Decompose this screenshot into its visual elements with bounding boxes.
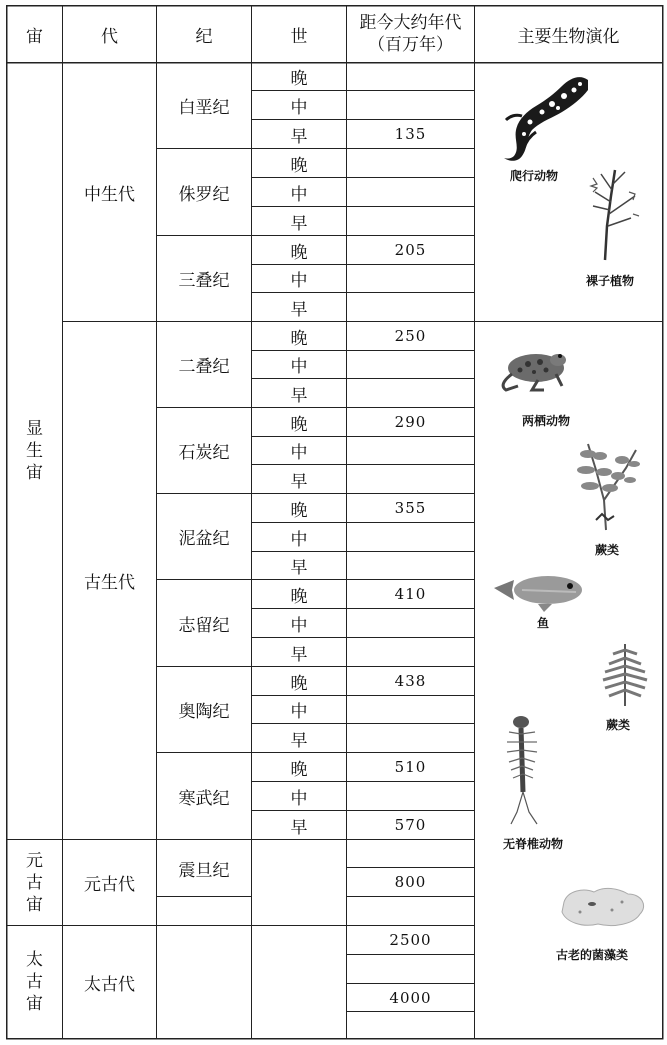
fish-icon bbox=[492, 570, 588, 612]
era-proterozoic: 元古代 bbox=[84, 875, 135, 895]
period-sinian: 震旦纪 bbox=[178, 860, 230, 881]
header-evolution: 主要生物演化 bbox=[517, 26, 620, 47]
algae-icon bbox=[558, 884, 648, 930]
eon-char: 宙 bbox=[26, 894, 43, 915]
epoch-late: 晚 bbox=[290, 242, 308, 263]
fern-icon bbox=[566, 440, 642, 532]
organism-invertebrates: 无脊椎动物 bbox=[503, 837, 564, 851]
age-value: 135 bbox=[394, 125, 427, 143]
epoch-late: 晚 bbox=[290, 69, 308, 89]
header-epoch: 世 bbox=[290, 26, 308, 47]
age-value: 510 bbox=[394, 758, 427, 776]
epoch-early: 早 bbox=[290, 558, 308, 578]
header-age-unit: （百万年） bbox=[368, 35, 453, 55]
header-period: 纪 bbox=[195, 26, 213, 47]
epoch-middle: 中 bbox=[290, 184, 308, 205]
age-value: 355 bbox=[394, 499, 427, 517]
epoch-middle: 中 bbox=[290, 615, 308, 636]
epoch-late: 晚 bbox=[290, 414, 308, 435]
epoch-early: 早 bbox=[290, 126, 308, 147]
era-archean: 太古代 bbox=[84, 974, 135, 995]
period-ordovician: 奥陶纪 bbox=[178, 702, 230, 722]
organism-amphibians: 两栖动物 bbox=[522, 414, 571, 428]
eon-char: 宙 bbox=[26, 463, 43, 483]
eon-char: 古 bbox=[26, 972, 43, 992]
header-age-label: 距今大约年代 bbox=[359, 13, 462, 33]
header-eon: 宙 bbox=[26, 26, 43, 47]
organism-ferns-2: 蕨类 bbox=[606, 718, 631, 732]
eon-char: 古 bbox=[26, 872, 43, 893]
epoch-early: 早 bbox=[290, 730, 308, 751]
period-jurassic: 侏罗纪 bbox=[178, 184, 230, 205]
epoch-early: 早 bbox=[290, 644, 308, 665]
epoch-early: 早 bbox=[290, 471, 308, 492]
epoch-middle: 中 bbox=[290, 97, 308, 118]
age-value: 570 bbox=[394, 816, 427, 834]
fern-icon bbox=[597, 640, 657, 708]
header-age bbox=[347, 6, 474, 62]
period-triassic: 三叠纪 bbox=[178, 271, 230, 291]
eon-proterozoic bbox=[7, 840, 62, 925]
epoch-late: 晚 bbox=[290, 759, 308, 780]
conifer-branch-icon bbox=[585, 166, 647, 262]
eon-char: 生 bbox=[26, 441, 43, 461]
eon-archean bbox=[7, 926, 62, 1038]
eon-char: 元 bbox=[26, 850, 43, 871]
period-permian: 二叠纪 bbox=[178, 357, 230, 377]
epoch-late: 晚 bbox=[290, 328, 308, 349]
eon-char: 宙 bbox=[26, 994, 43, 1014]
lizard-icon bbox=[500, 72, 595, 164]
epoch-early: 早 bbox=[290, 817, 308, 838]
organism-reptiles: 爬行动物 bbox=[510, 169, 559, 183]
trilobite-icon bbox=[503, 712, 547, 826]
era-paleozoic: 古生代 bbox=[84, 573, 135, 593]
epoch-middle: 中 bbox=[290, 529, 308, 550]
organism-fish: 鱼 bbox=[537, 616, 550, 630]
age-value: 800 bbox=[394, 873, 427, 891]
epoch-early: 早 bbox=[290, 385, 308, 406]
epoch-late: 晚 bbox=[290, 586, 308, 607]
organism-ferns-1: 蕨类 bbox=[595, 543, 620, 557]
age-value: 2500 bbox=[389, 931, 432, 949]
period-devonian: 泥盆纪 bbox=[178, 529, 230, 549]
age-value: 438 bbox=[394, 672, 427, 690]
epoch-middle: 中 bbox=[290, 443, 308, 463]
epoch-middle: 中 bbox=[290, 788, 308, 809]
eon-char: 显 bbox=[26, 419, 43, 439]
epoch-late: 晚 bbox=[290, 500, 308, 521]
period-carboniferous: 石炭纪 bbox=[178, 443, 230, 463]
epoch-late: 晚 bbox=[290, 673, 308, 694]
eon-phanerozoic bbox=[7, 63, 62, 839]
frog-icon bbox=[498, 344, 570, 394]
organism-algae: 古老的菌藻类 bbox=[556, 948, 629, 962]
period-cambrian: 寒武纪 bbox=[178, 788, 230, 809]
epoch-middle: 中 bbox=[290, 357, 308, 377]
epoch-middle: 中 bbox=[290, 271, 308, 291]
eon-char: 太 bbox=[26, 950, 43, 970]
period-cretaceous: 白垩纪 bbox=[178, 98, 230, 118]
organism-gymnosperms: 裸子植物 bbox=[586, 274, 635, 288]
age-value: 410 bbox=[394, 585, 427, 603]
age-value: 205 bbox=[394, 241, 427, 259]
era-mesozoic: 中生代 bbox=[84, 184, 135, 205]
period-silurian: 志留纪 bbox=[178, 615, 230, 636]
epoch-middle: 中 bbox=[290, 702, 308, 722]
age-value: 290 bbox=[394, 413, 427, 431]
age-value: 4000 bbox=[389, 988, 432, 1007]
epoch-late: 晚 bbox=[290, 155, 308, 176]
epoch-early: 早 bbox=[290, 213, 308, 234]
age-value: 250 bbox=[394, 327, 427, 345]
header-era: 代 bbox=[101, 26, 118, 47]
epoch-early: 早 bbox=[290, 299, 308, 320]
